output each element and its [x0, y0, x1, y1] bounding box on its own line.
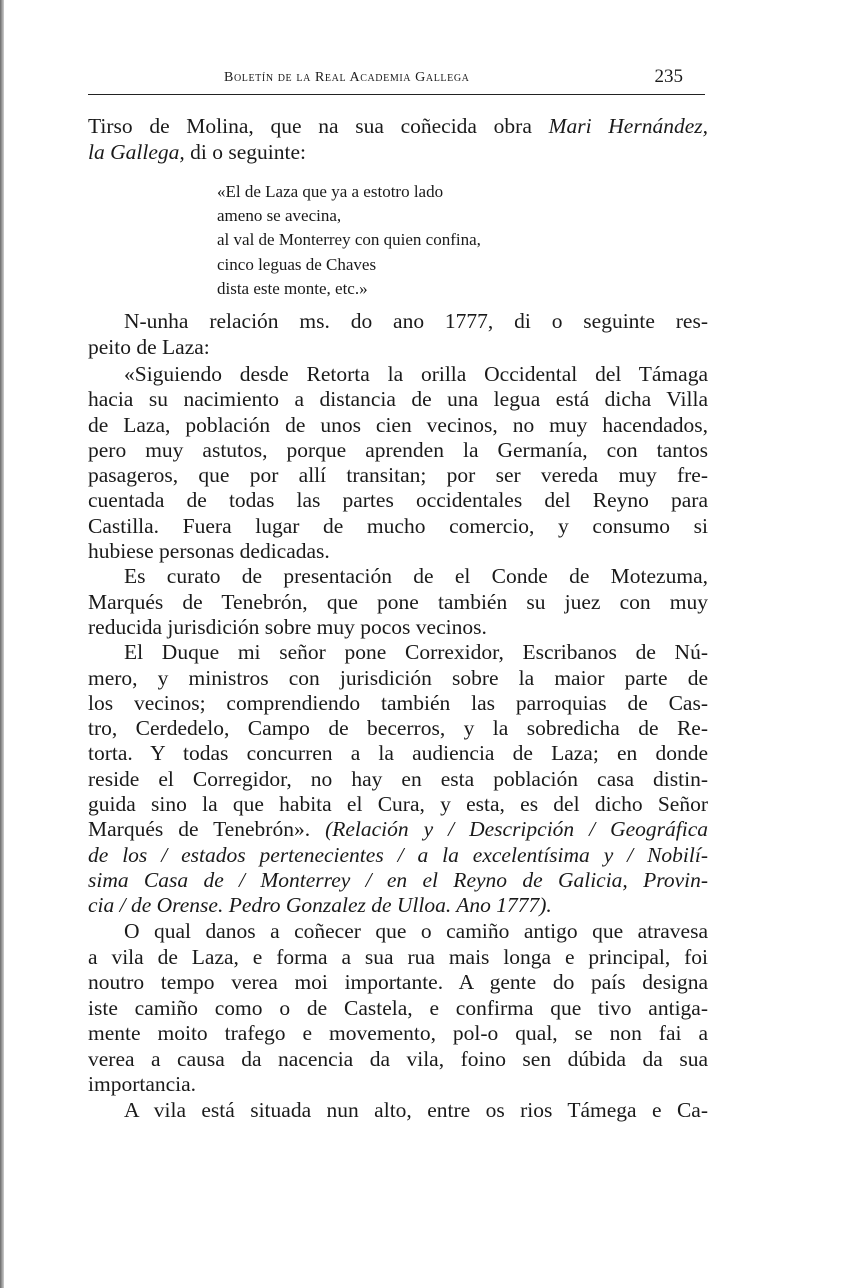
paragraph-4	[88, 919, 708, 1098]
verse-quotation	[217, 180, 481, 301]
source-citation: de los / estados pertenecientes / a la excelentísima y / Nobilí-	[88, 842, 708, 867]
text-line: Es curato de presentación de el Conde de Motezuma,	[124, 564, 708, 589]
text-line: tro, Cerdedelo, Campo de becerros, y la sobredicha de Re-	[88, 716, 708, 741]
verse-line: cinco leguas de Chaves	[217, 254, 377, 274]
text-line: reside el Corregidor, no hay en esta población casa distin-	[88, 766, 708, 791]
source-citation: (Relación y / Descripción / Geográfica	[325, 817, 709, 842]
text-line: «Siguiendo desde Retorta la orilla Occidental del Támaga	[124, 362, 708, 386]
text-line: Castilla. Fuera lugar de mucho comercio, y consumo si	[88, 513, 708, 538]
text-line: a vila de Laza, e forma a sua rua mais longa e principal, foi	[88, 944, 708, 969]
text-line: la Gallega, di o seguinte:	[88, 139, 306, 164]
paragraph-5	[88, 1098, 708, 1124]
text-line: peito de Laza:	[88, 334, 210, 359]
verse-line: «El de Laza que ya a estotro lado	[217, 182, 444, 201]
text-line: hubiese personas dedicadas.	[88, 539, 330, 564]
text-line: mero, y ministros con jurisdición sobre la maior parte de	[88, 665, 708, 690]
text-line: pasageros, que por allí transitan; por ser vereda muy fre-	[88, 463, 708, 488]
paragraph-1	[88, 114, 708, 165]
verse-line: al val de Monterrey con quien confina,	[217, 230, 481, 250]
text-line: N-unha relación ms. do ano 1777, di o seguinte res-	[124, 309, 708, 333]
verse-line: ameno se avecina,	[217, 206, 342, 226]
text-line: A vila está situada nun alto, entre os rios Támega e Ca-	[124, 1098, 708, 1122]
text-line: Tirso de Molina, que na sua coñecida obra Mari Hernández,	[88, 114, 708, 138]
source-citation: cia / de Orense. Pedro Gonzalez de Ulloa. Ano 1777).	[88, 893, 552, 918]
text-line: El Duque mi señor pone Correxidor, Escribanos de Nú-	[124, 640, 708, 665]
text-line: pero muy astutos, porque aprenden la Germanía, con tantos	[88, 437, 708, 462]
text-line	[88, 868, 708, 893]
text-line: cuentada de todas las partes occidentales del Reyno para	[88, 488, 708, 513]
text-line: iste camiño como o de Castela, e confirma que tivo antiga-	[88, 995, 708, 1020]
text-line: hacia su nacimiento a distancia de una legua está dicha Villa	[88, 387, 708, 412]
text-line: guida sino la que habita el Cura, y esta, es del dicho Señor	[88, 792, 708, 817]
text-line: de Laza, población de unos cien vecinos, no muy hacendados,	[88, 412, 708, 437]
text-line: los vecinos; comprendiendo también las parroquias de Cas-	[88, 690, 708, 715]
text-line	[88, 893, 708, 918]
page-header	[88, 64, 705, 95]
text-line: Marqués de Tenebrón». (Relación y / Descripción / Geográfica	[88, 817, 709, 842]
text-line: noutro tempo verea moi importante. A gente do país designa	[88, 970, 708, 994]
page-number: 235	[654, 66, 683, 87]
paragraph-2	[88, 309, 708, 360]
verse-line: dista este monte, etc.»	[217, 278, 368, 298]
text-line: importancia.	[88, 1072, 197, 1096]
text-line: mente moito trafego e movemento, pol-o qual, se non fai a	[88, 1021, 708, 1045]
work-title: la Gallega,	[88, 139, 185, 164]
text-line	[88, 843, 708, 868]
historical-quotation	[88, 362, 708, 919]
page-edge-shadow	[0, 0, 4, 1288]
text-line: verea a causa da nacencia da vila, foino sen dúbida da sua	[88, 1046, 708, 1071]
text-line: reducida jurisdición sobre muy pocos vecinos.	[88, 614, 487, 639]
text-line: torta. Y todas concurren a la audiencia de Laza; en donde	[88, 741, 708, 766]
text-line: O qual danos a coñecer que o camiño antigo que atravesa	[124, 919, 708, 943]
running-title: Boletín de la Real Academia Gallega	[224, 70, 470, 85]
source-citation: sima Casa de / Monterrey / en el Reyno de Galicia, Provin-	[88, 867, 708, 892]
text-line: Marqués de Tenebrón, que pone también su juez con muy	[88, 589, 708, 614]
work-title: Mari Hernández,	[548, 114, 708, 138]
